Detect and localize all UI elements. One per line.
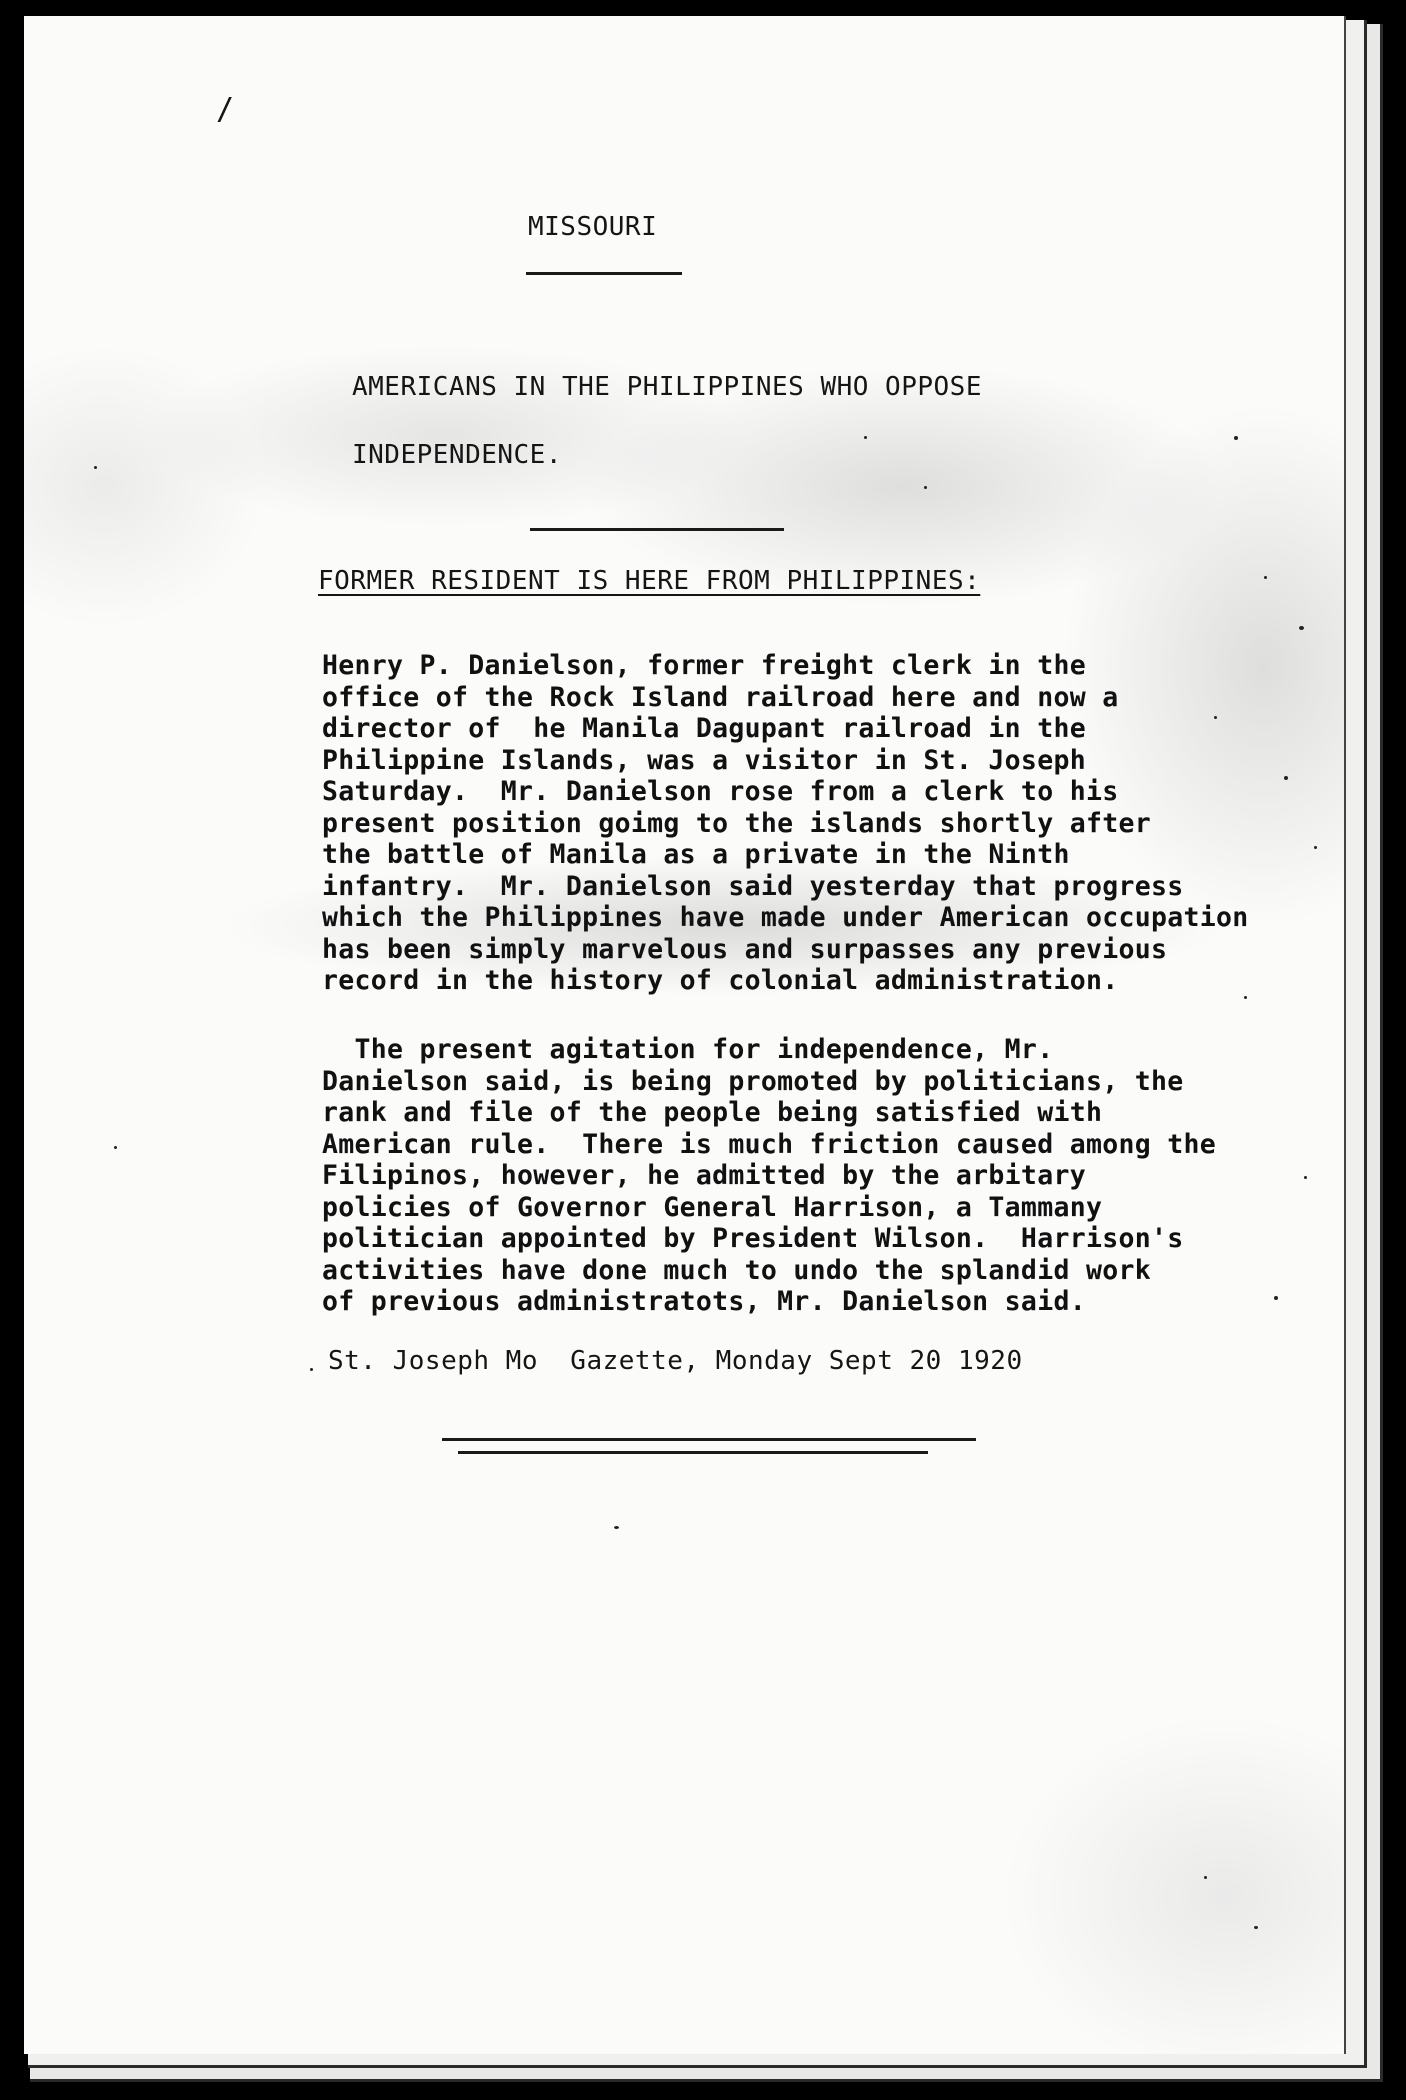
paragraph-line: Danielson said, is being promoted by politicians, the (322, 1065, 1184, 1097)
source-citation: St. Joseph Mo Gazette, Monday Sept 20 1920 (328, 1346, 1023, 1376)
paragraph-line: The present agitation for independence, Mr. (322, 1034, 1054, 1065)
margin-mark: / (216, 92, 235, 127)
article-paragraph-1 (322, 650, 1282, 997)
heading-rule (526, 272, 682, 275)
closing-rule-bottom (458, 1451, 928, 1454)
title-line-1: AMERICANS IN THE PHILIPPINES WHO OPPOSE (352, 372, 982, 402)
paragraph-line: office of the Rock Island railroad here and now a (322, 681, 1119, 713)
title-rule (530, 528, 784, 531)
paragraph-line: American rule. There is much friction caused among the (322, 1128, 1216, 1160)
paragraph-line: rank and file of the people being satisfied with (322, 1097, 1103, 1128)
paragraph-line: the battle of Manila as a private in the Ninth (322, 839, 1070, 870)
paragraph-line: Saturday. Mr. Danielson rose from a clerk to his (322, 776, 1119, 807)
title-line-2: INDEPENDENCE. (352, 440, 562, 470)
closing-rule-top (442, 1438, 976, 1441)
article-paragraph-2 (322, 1034, 1282, 1318)
paragraph-line: infantry. Mr. Danielson said yesterday that progress (322, 870, 1184, 902)
paragraph-line: record in the history of colonial administration. (322, 965, 1119, 996)
paragraph-line: director of he Manila Dagupant railroad in the (322, 713, 1086, 744)
paragraph-line: of previous administratots, Mr. Danielson said. (322, 1286, 1086, 1317)
paragraph-line: has been simply marvelous and surpasses any previous (322, 933, 1168, 965)
paragraph-line: politician appointed by President Wilson. Harrison's (322, 1223, 1184, 1254)
paragraph-line: which the Philippines have made under American occupation (322, 902, 1249, 933)
subheading: FORMER RESIDENT IS HERE FROM PHILIPPINES: (318, 566, 981, 596)
paragraph-line: present position goimg to the islands shortly after (322, 807, 1151, 839)
paragraph-line: Henry P. Danielson, former freight clerk in the (322, 650, 1086, 681)
paragraph-line: Philippine Islands, was a visitor in St. Joseph (322, 744, 1086, 776)
paragraph-line: Filipinos, however, he admitted by the arbitary (322, 1160, 1086, 1191)
state-heading: MISSOURI (528, 212, 658, 242)
paragraph-line: policies of Governor General Harrison, a Tammany (322, 1191, 1103, 1223)
paragraph-line: activities have done much to undo the splandid work (322, 1254, 1151, 1286)
